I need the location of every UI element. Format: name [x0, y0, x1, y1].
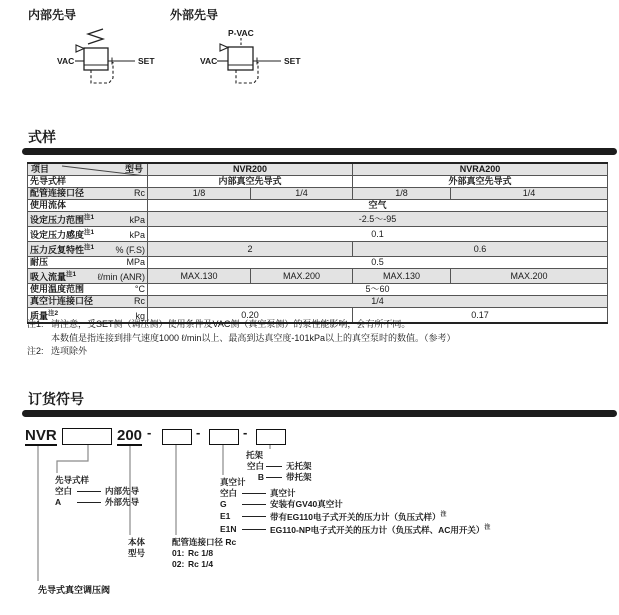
spec-cell: 空气: [148, 200, 608, 212]
spec-cell: 1/8: [148, 188, 251, 200]
spec-row-label: 使用温度范围 °C: [28, 284, 148, 296]
spec-cell: 0.6: [353, 242, 608, 257]
order-code-port-box: [162, 429, 192, 445]
gauge-option-block: [220, 477, 490, 536]
note-line: 本数值是指连接到排气速度1000 ℓ/min以上、最高到达真空度-101kPa以上的真空泵时的数值。（参考）: [51, 332, 456, 343]
option-leader-line: [77, 502, 101, 503]
option-row: A 外部先导: [55, 497, 140, 507]
spec-row-label: 吸入流量$^{注1}$ ℓ/min (ANR): [28, 269, 148, 284]
option-leader-line: [242, 529, 266, 530]
order-code-pilot-box: [62, 428, 112, 445]
note-line: 注1: 请注意，受SET侧（调压侧）使用条件及VAC侧（真空泵侧）的泵性能影响，会有所不同。: [27, 319, 411, 329]
option-row: B 带托架: [257, 472, 312, 482]
spec-cell: 0.1: [148, 227, 608, 242]
spec-table-row: [28, 200, 608, 212]
spec-table-row: [28, 284, 608, 296]
model-column-nvra200: NVRA200: [353, 163, 608, 176]
external-pilot-title: 外部先导: [170, 8, 219, 22]
spec-table: [27, 162, 608, 324]
option-row: E1N EG110-NP电子式开关的压力计（负压式样、AC用开关）$^注$: [220, 523, 491, 535]
spec-cell: 0.20: [148, 308, 353, 324]
spec-cell: 外部真空先导式: [353, 176, 608, 188]
order-code-dash: -: [243, 425, 248, 440]
note-line: 注2: 选项除外: [27, 346, 88, 356]
order-code-gauge-box: [209, 429, 239, 445]
section-divider-bar: [22, 410, 617, 417]
spec-table-row: [28, 176, 608, 188]
spec-cell: 5～60: [148, 284, 608, 296]
spec-cell: 内部真空先导式: [148, 176, 353, 188]
order-code-dash: -: [147, 425, 152, 440]
spec-row-label: 设定压力感度$^{注1}$ kPa: [28, 227, 148, 242]
section-divider-bar: [22, 148, 617, 155]
spec-row-label: 压力反复特性$^{注1}$ % (F.S): [28, 242, 148, 257]
spec-row-label: 配管连接口径 Rc: [28, 188, 148, 200]
order-section-title: 订货符号: [28, 391, 84, 407]
option-leader-line: [242, 493, 266, 494]
spec-cell: 1/8: [353, 188, 451, 200]
spec-cell: 1/4: [148, 296, 608, 308]
spec-cell: 2: [148, 242, 353, 257]
option-leader-line: [242, 516, 266, 517]
spec-cell: 1/4: [251, 188, 353, 200]
spec-cell: MAX.130: [353, 269, 451, 284]
spec-header-corner: [28, 163, 148, 176]
option-row: E1 带有EG110电子式开关的压力计（负压式样）$^注$: [220, 510, 447, 522]
vac-label: VAC: [57, 56, 75, 66]
spec-cell: -2.5～-95: [148, 212, 608, 227]
order-code-prefix: NVR: [25, 427, 57, 444]
option-block-title: 先导式样: [55, 475, 90, 485]
spec-row-label: 真空计连接口径 Rc: [28, 296, 148, 308]
header-item-label: 项目: [31, 164, 50, 174]
spec-table-row: [28, 242, 608, 257]
spring-icon: [88, 29, 103, 44]
body-model-label: 本体 型号: [128, 537, 146, 558]
option-row: 空白 内部先导: [55, 486, 140, 496]
order-code-diagram: [0, 425, 619, 615]
order-code-dash: -: [196, 425, 201, 440]
internal-pilot-symbol: [55, 25, 175, 110]
spec-cell: MAX.200: [451, 269, 608, 284]
order-code-body: 200: [117, 427, 143, 444]
spec-table-row: [28, 212, 608, 227]
pilot-arrow-icon: [220, 44, 228, 51]
spec-row-label: 耐压 MPa: [28, 257, 148, 269]
option-leader-line: [77, 491, 101, 492]
pvac-label: P-VAC: [228, 28, 254, 38]
set-label: SET: [284, 56, 301, 66]
spec-row-label: 设定压力范围$^{注1}$ kPa: [28, 212, 148, 227]
model-column-nvr200: NVR200: [148, 163, 353, 176]
table-notes: [27, 318, 455, 359]
option-row: 空白 无托架: [246, 461, 312, 471]
option-block-title: 真空计: [220, 477, 246, 487]
pilot-arrow-icon: [76, 45, 84, 52]
spec-table-row: [28, 296, 608, 308]
vac-label: VAC: [200, 56, 218, 66]
option-row: 02: Rc 1/4: [172, 559, 214, 569]
valve-body: [228, 47, 253, 70]
spec-cell: MAX.200: [251, 269, 353, 284]
spec-table-row: [28, 269, 608, 284]
header-model-label: 型号: [124, 164, 143, 174]
spec-table-row: [28, 188, 608, 200]
spec-cell: 0.5: [148, 257, 608, 269]
order-code-bracket-box: [256, 429, 286, 445]
internal-pilot-title: 内部先导: [28, 8, 77, 22]
external-pilot-symbol: [195, 25, 315, 110]
option-row: 空白 真空计: [220, 488, 296, 498]
spec-table-row: [28, 257, 608, 269]
spec-cell: 0.17: [353, 308, 608, 324]
port-option-block: [172, 537, 236, 570]
option-row: 01: Rc 1/8: [172, 548, 214, 558]
option-block-title: 托架: [246, 450, 264, 460]
spec-table-row: [28, 227, 608, 242]
spec-row-label: 先导式样: [28, 176, 148, 188]
option-block-title: 配管连接口径 Rc: [172, 537, 237, 547]
spec-header-row: [28, 163, 608, 176]
option-leader-line: [266, 466, 282, 467]
option-row: G 安装有GV40真空计: [220, 499, 343, 509]
order-code-bottom-label: 先导式真空调压阀: [38, 585, 111, 595]
set-label: SET: [138, 56, 155, 66]
option-leader-line: [242, 504, 266, 505]
valve-body: [84, 48, 108, 70]
spec-row-label: 质量$^{注2}$ kg: [28, 308, 148, 324]
pilot-option-block: [55, 475, 139, 508]
spec-cell: MAX.130: [148, 269, 251, 284]
spec-cell: 1/4: [451, 188, 608, 200]
spec-section-title: 式样: [28, 129, 56, 145]
spec-row-label: 使用流体: [28, 200, 148, 212]
